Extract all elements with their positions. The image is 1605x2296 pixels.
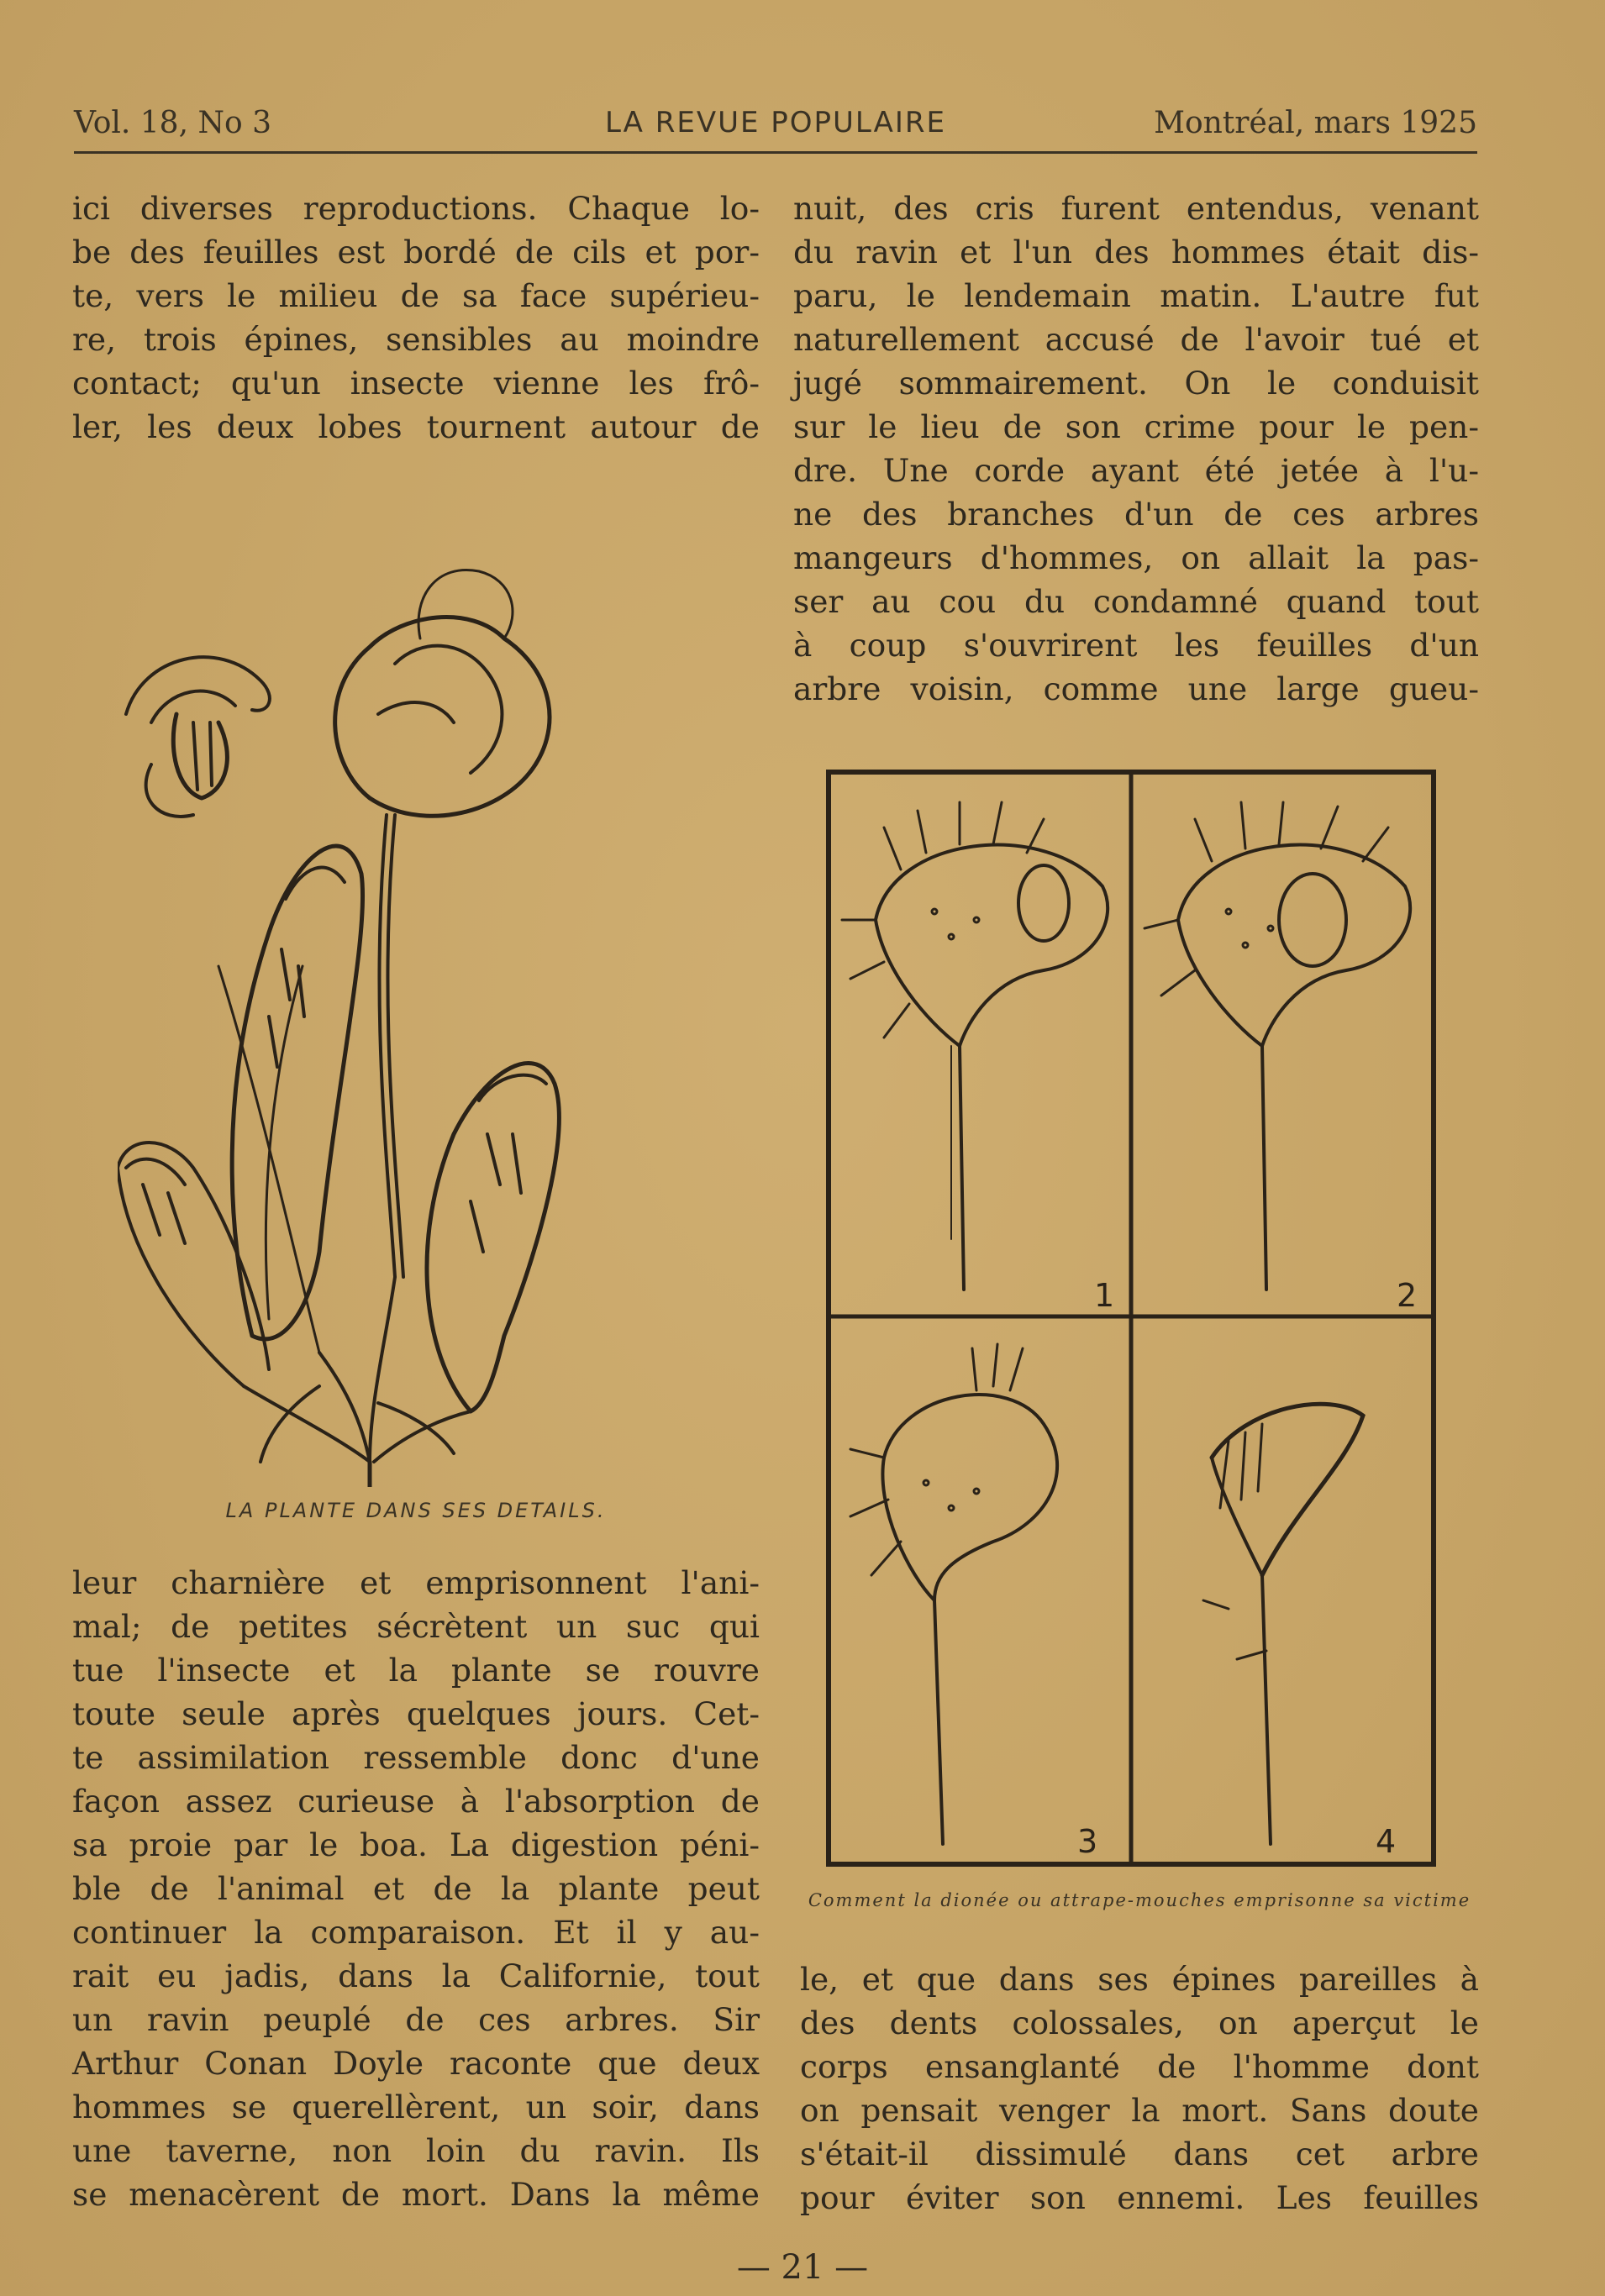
figure-caption: LA PLANTE DANS SES DETAILS. (225, 1499, 607, 1522)
text-line: arbre voisin, comme une large gueu- (793, 670, 1479, 707)
pitcher-plant-illustration (118, 496, 664, 1487)
text-line: mal; de petites sécrètent un suc qui (72, 1608, 760, 1645)
text-line: re, trois épines, sensibles au moindre (72, 321, 760, 358)
text-line: des dents colossales, on aperçut le (800, 2004, 1479, 2041)
flytrap-panel-1 (842, 802, 1114, 1314)
panel-number: 2 (1397, 1277, 1418, 1314)
header-rule (74, 151, 1477, 154)
text-line: on pensait venger la mort. Sans doute (800, 2092, 1479, 2129)
panel-number: 3 (1077, 1823, 1098, 1860)
text-line: te, vers le milieu de sa face supérieu- (72, 277, 760, 314)
page-number: — 21 — (736, 2248, 869, 2287)
running-header (74, 99, 1477, 150)
text-line: contact; qu'un insecte vienne les frô- (72, 365, 760, 402)
text-line: à coup s'ouvrirent les feuilles d'un (793, 627, 1479, 664)
text-line: du ravin et l'un des hommes était dis- (793, 234, 1479, 271)
flytrap-sequence-illustration (825, 769, 1437, 1868)
text-line: naturellement accusé de l'avoir tué et (793, 321, 1479, 358)
panel-number: 4 (1376, 1823, 1397, 1860)
text-line: pour éviter son ennemi. Les feuilles (800, 2179, 1479, 2216)
text-line: ler, les deux lobes tournent autour de (72, 408, 760, 445)
text-line: leur charnière et emprisonnent l'ani- (72, 1564, 760, 1601)
column-right-bottom (800, 1957, 1479, 2220)
text-line: paru, le lendemain matin. L'autre fut (793, 277, 1479, 314)
text-line: une taverne, non loin du ravin. Ils (72, 2132, 760, 2169)
text-line: te assimilation ressemble donc d'une (72, 1739, 760, 1776)
column-left-bottom (72, 1561, 760, 2216)
column-left-top (72, 187, 760, 449)
text-line: s'était-il dissimulé dans cet arbre (800, 2136, 1479, 2173)
text-line: mangeurs d'hommes, on allait la pas- (793, 539, 1479, 576)
flytrap-panel-4 (1203, 1404, 1396, 1860)
flytrap-panel-3 (850, 1344, 1097, 1860)
text-line: sa proie par le boa. La digestion péni- (72, 1826, 760, 1863)
text-line: Arthur Conan Doyle raconte que deux (72, 2045, 760, 2082)
text-line: sur le lieu de son crime pour le pen- (793, 408, 1479, 445)
text-line: ser au cou du condamné quand tout (793, 583, 1479, 620)
panel-number: 1 (1094, 1277, 1115, 1314)
text-line: hommes se querellèrent, un soir, dans (72, 2088, 760, 2125)
flytrap-panel-2 (1145, 802, 1417, 1314)
text-line: façon assez curieuse à l'absorption de (72, 1783, 760, 1820)
text-line: rait eu jadis, dans la Californie, tout (72, 1957, 760, 1994)
text-line: nuit, des cris furent entendus, venant (793, 190, 1479, 227)
issue-date: Montréal, mars 1925 (1154, 106, 1477, 140)
text-line: ble de l'animal et de la plante peut (72, 1870, 760, 1907)
text-line: ne des branches d'un de ces arbres (793, 496, 1479, 533)
text-line: be des feuilles est bordé de cils et por- (72, 234, 760, 271)
text-line: un ravin peuplé de ces arbres. Sir (72, 2001, 760, 2038)
text-line: le, et que dans ses épines pareilles à (800, 1961, 1479, 1998)
text-line: ici diverses reproductions. Chaque lo- (72, 190, 760, 227)
text-line: dre. Une corde ayant été jetée à l'u- (793, 452, 1479, 489)
column-right-top (793, 187, 1479, 711)
text-line: toute seule après quelques jours. Cet- (72, 1695, 760, 1732)
publication-title: LA REVUE POPULAIRE (604, 106, 947, 139)
text-line: jugé sommairement. On le conduisit (793, 365, 1479, 402)
text-line: continuer la comparaison. Et il y au- (72, 1914, 760, 1951)
volume-number: Vol. 18, No 3 (74, 106, 271, 140)
figure-caption: Comment la dionée ou attrape-mouches emprisonne sa victime (808, 1890, 1471, 1910)
text-line: corps ensanglanté de l'homme dont (800, 2048, 1479, 2085)
text-line: tue l'insecte et la plante se rouvre (72, 1652, 760, 1689)
text-line: se menacèrent de mort. Dans la même (72, 2176, 760, 2213)
